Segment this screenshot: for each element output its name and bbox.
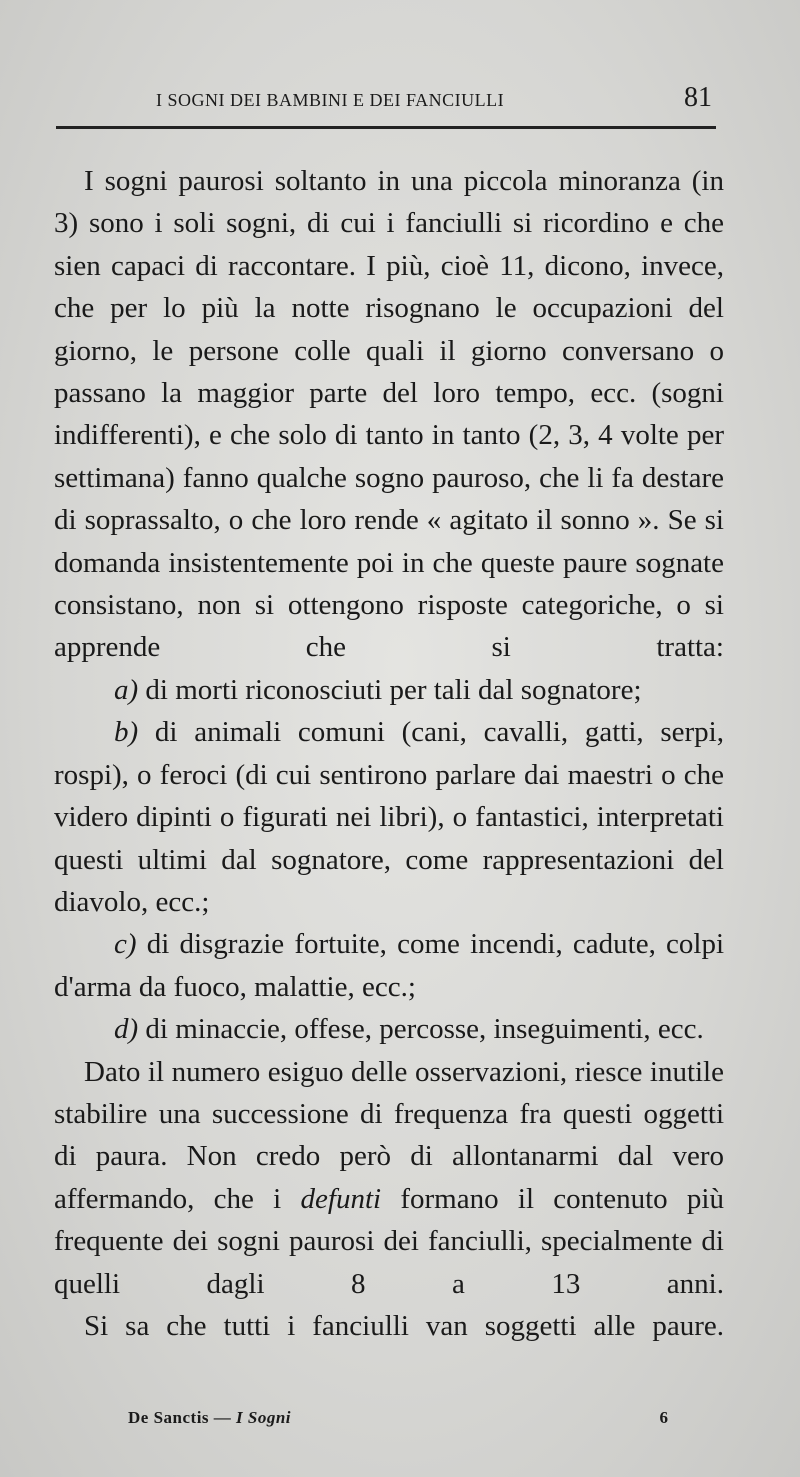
header-rule xyxy=(56,126,716,129)
list-item-letter: c) xyxy=(114,928,137,961)
paragraph-2-start: Dato il numero esiguo delle osservazioni, riesce inutile stabilire una successione di frequenza fra questi oggetti di paura. Non credo però di allontanarmi dal vero affermando, che i xyxy=(54,1055,724,1215)
paragraph-2-end: formano il contenuto più frequente dei sogni paurosi dei fanciulli, specialmente di quelli dagli 8 a 13 anni. xyxy=(54,1182,724,1300)
list-item-d xyxy=(54,1008,724,1050)
signature-number: 6 xyxy=(659,1408,668,1427)
paragraph-3: Si sa che tutti i fanciulli van soggetti alle paure. xyxy=(84,1309,724,1342)
page-footer xyxy=(128,1408,668,1438)
list-item-c xyxy=(54,923,724,1008)
body-text xyxy=(54,160,724,1347)
paragraph-1: I sogni paurosi soltanto in una piccola minoranza (in 3) sono i soli sogni, di cui i fanciulli si ricordino e che sien capaci di raccontare. I più, cioè 11, dicono, invece, che per lo più la notte risognano le occupazioni del giorno, le persone colle quali il giorno conversano o passano la maggior parte del loro tempo, ecc. (sogni indifferenti), e che solo di tanto in tanto (2, 3, 4 volte per settimana) fanno qualche sogno pauroso, che li fa destare di soprassalto, o che loro rende « agitato il sonno ». Se si domanda insistentemente poi in che queste paure sognate consistano, non si ottengono risposte categoriche, o si apprende che si tratta: xyxy=(54,165,724,664)
footer-author: De Sanctis — xyxy=(128,1408,237,1427)
footer-signature xyxy=(128,1408,291,1428)
running-title: I SOGNI DEI BAMBINI E DEI FANCIULLI xyxy=(156,90,505,110)
list-item-text: di morti riconosciuti per tali dal sognatore; xyxy=(138,673,642,706)
page-header xyxy=(56,78,716,122)
page-number: 81 xyxy=(684,82,712,113)
list-item-b xyxy=(54,711,724,923)
emphasis-defunti: defunti xyxy=(300,1182,382,1215)
list-item-a xyxy=(54,669,724,711)
list-item-letter: b) xyxy=(114,716,139,749)
paragraph-2 xyxy=(54,1051,724,1305)
list-item-letter: d) xyxy=(114,1013,139,1046)
list-item-text: di disgrazie fortuite, come incendi, cadute, colpi d'arma da fuoco, malattie, ecc.; xyxy=(54,928,724,1003)
footer-work: I Sogni xyxy=(236,1408,292,1427)
list-item-text: di animali comuni (cani, cavalli, gatti, serpi, rospi), o feroci (di cui sentirono parlare dai maestri o che videro dipinti o figurati nei libri), o fantastici, interpretati questi ultimi dal sognatore, come rappresentazioni del diavolo, ecc.; xyxy=(54,716,724,918)
list-item-text: di minaccie, offese, percosse, inseguimenti, ecc. xyxy=(138,1013,704,1046)
list-item-letter: a) xyxy=(114,673,139,706)
